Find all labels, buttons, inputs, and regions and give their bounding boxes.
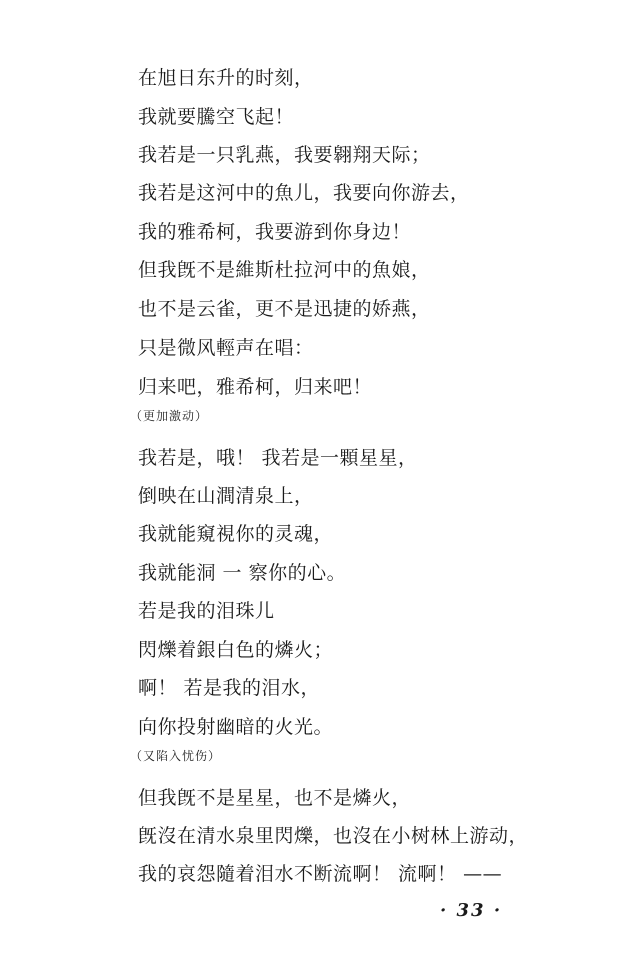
- poem-line: 归来吧，雅希柯，归来吧！: [138, 376, 373, 398]
- poem-line: 也不是云雀，更不是迅捷的娇燕，: [138, 298, 431, 320]
- poem-line: 但我旣不是星星，也不是燐火，: [138, 787, 412, 809]
- poem-line: 閃爍着銀白色的燐火；: [138, 639, 334, 661]
- poem-line: 我若是这河中的魚儿，我要向你游去，: [138, 182, 470, 204]
- stage-direction: （又陷入忧伤）: [130, 749, 222, 763]
- poem-line: 我的哀怨隨着泪水不断流啊！ 流啊！ ——: [138, 863, 503, 885]
- poem-line: 我若是，哦！ 我若是一顆星星，: [138, 447, 418, 469]
- poem-line: 在旭日东升的时刻，: [138, 67, 314, 89]
- poem-line: 只是微风輕声在唱：: [138, 337, 314, 359]
- stage-direction: （更加激动）: [130, 409, 209, 423]
- poem-line: 我就能洞 一 察你的心。: [138, 562, 347, 584]
- poem-line: 若是我的泪珠儿: [138, 600, 275, 622]
- poem-line: 旣沒在清水泉里閃爍，也沒在小树林上游动，: [138, 825, 529, 847]
- poem-line: 我就要騰空飞起！: [138, 106, 295, 128]
- poem-line: 我的雅希柯，我要游到你身边！: [138, 221, 412, 243]
- page-number: · 33 ·: [440, 900, 503, 921]
- poem-line: 向你投射幽暗的火光。: [138, 716, 334, 738]
- poem-line: 啊！ 若是我的泪水，: [138, 677, 321, 699]
- poem-line: 我若是一只乳燕，我要翱翔天际；: [138, 144, 431, 166]
- poem-line: 倒映在山澗清泉上，: [138, 485, 314, 507]
- poem-line: 但我旣不是維斯杜拉河中的魚娘，: [138, 259, 431, 281]
- poem-line: 我就能窺視你的灵魂，: [138, 523, 334, 545]
